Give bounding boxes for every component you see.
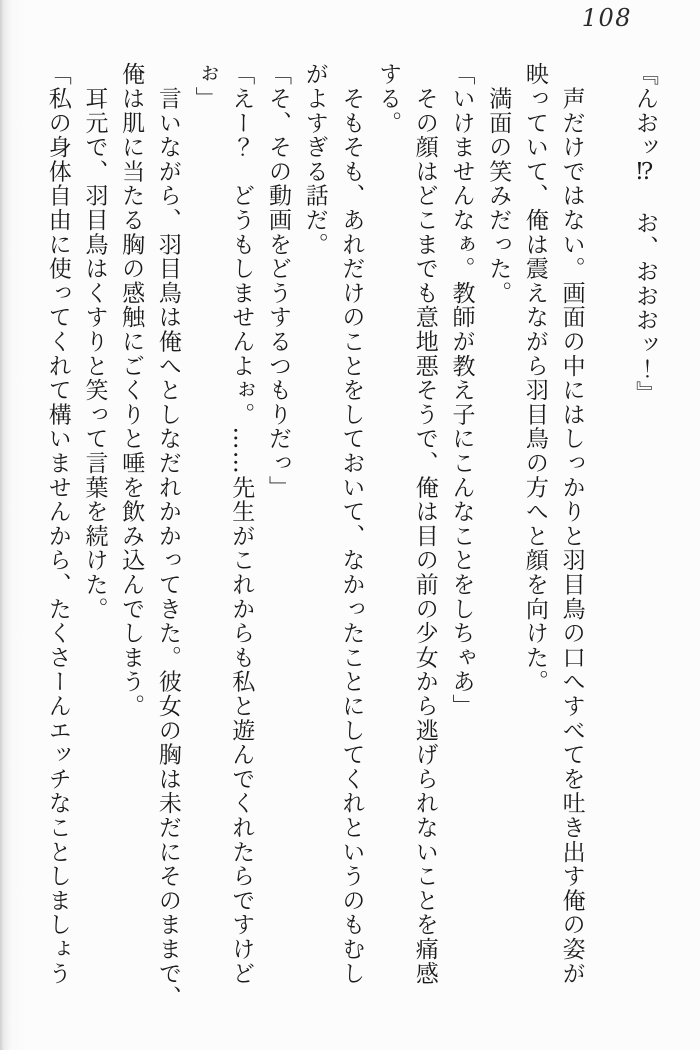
text-line: 映っていて、俺は震えながら羽目鳥の方へと顔を向けた。 (521, 62, 548, 694)
text-line: 『んおッ⁉ お、おおおッ！』 (632, 62, 658, 406)
text-block (39, 62, 663, 1022)
text-line: 「私の身体自由に使ってくれて構いませんから、たくさーんエッチなことしましょう (44, 62, 71, 986)
text-line: 「いけませんなぁ。教師が教え子にこんなことをしちゃあ」 (448, 62, 475, 719)
text-line: 声だけではない。画面の中にはしっかりと羽目鳥の口へすべてを吐き出す俺の姿が (558, 62, 585, 986)
text-line: 満面の笑みだった。 (485, 62, 512, 305)
text-line: そもそも、あれだけのことをしておいて、なかったことにしてくれというのもむし (338, 62, 365, 986)
text-line: 耳元で、羽目鳥はくすりと笑って言葉を続けた。 (81, 62, 108, 621)
text-line: ぉ」 (191, 62, 218, 111)
page-number: 108 (581, 4, 632, 32)
blank-line (590, 62, 627, 1022)
text-line: する。 (375, 62, 402, 135)
text-line: 言いながら、羽目鳥は俺へとしなだれかかってきた。彼女の胸は未だにそのままで、 (154, 62, 181, 1010)
text-line: がよすぎる話だ。 (301, 62, 328, 257)
text-line: その顔はどこまでも意地悪そうで、俺は目の前の少女から逃げられないことを痛感 (411, 62, 438, 986)
text-line: 俺は肌に当たる胸の感触にごくりと唾を飲み込んでしまう。 (118, 62, 145, 719)
text-line: 「えー？ どうもしませんよぉ。……先生がこれからも私と遊んでくれたらですけど (228, 62, 255, 986)
text-line: 「そ、その動画をどうするつもりだっ」 (264, 62, 291, 500)
